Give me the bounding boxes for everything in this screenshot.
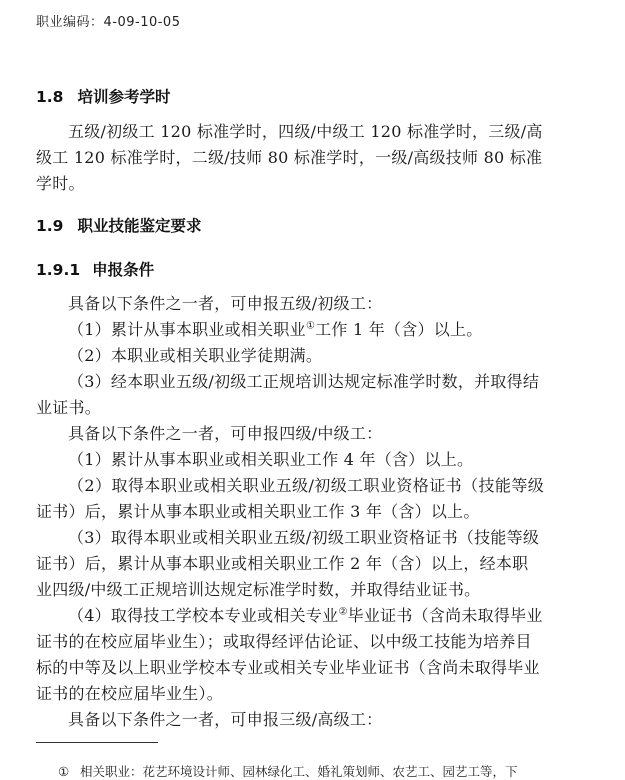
footnote	[58, 762, 618, 780]
training-hours-paragraph: 五级/初级工 120 标准学时，四级/中级工 120 标准学时，三级/高级工 120 标准学时，二级/技师 80 标准学时，一级/高级技师 80 标准学时。	[36, 122, 543, 193]
level4-condition-3: （3）取得本职业或相关职业五级/初级工职业资格证书（技能等级证书）后，累计从事本职业或相关职业工作 2 年（含）以上，经本职业四级/中级工正规培训达规定标准学时数，并取得结业证书。	[36, 528, 540, 599]
level5-intro: 具备以下条件之一者，可申报五级/初级工：	[68, 294, 383, 313]
level5-condition-1	[36, 317, 544, 343]
requirements-body	[36, 291, 544, 733]
section-number: 1.9.1	[36, 261, 81, 279]
section-number: 1.9	[36, 217, 64, 235]
footnote-ref: ②	[338, 606, 348, 618]
section-1-8-heading	[36, 85, 170, 107]
condition-text: （1）累计从事本职业或相关职业	[68, 320, 306, 339]
level4-intro: 具备以下条件之一者，可申报四级/中级工：	[68, 424, 383, 443]
level5-condition-3: （3）经本职业五级/初级工正规培训达规定标准学时数，并取得结业证书。	[36, 372, 540, 417]
section-title: 申报条件	[92, 261, 155, 279]
footnote-mark: ①	[58, 764, 70, 779]
section-number: 1.8	[36, 88, 64, 106]
level5-condition-2: （2）本职业或相关职业学徒期满。	[68, 346, 323, 365]
section-title: 职业技能鉴定要求	[77, 217, 202, 235]
condition-text: 毕业证书（含尚未取得毕业证书的在校应届毕业生）；或取得经评估论证、以中级工技能为培养目标的中等及以上职业学校本专业或相关专业毕业证书（含尚未取得毕业证书的在校应届毕业生）。	[36, 606, 543, 703]
footnote-ref: ①	[305, 320, 316, 332]
footnote-divider	[36, 742, 158, 743]
level4-condition-4	[36, 603, 544, 707]
section-1-9-heading	[36, 214, 201, 236]
condition-text: 工作 1 年（含）以上。	[315, 320, 483, 339]
training-hours-block	[36, 119, 544, 197]
level3-intro: 具备以下条件之一者，可申报三级/高级工：	[68, 710, 383, 729]
level4-condition-1: （1）累计从事本职业或相关职业工作 4 年（含）以上。	[68, 450, 474, 469]
footnote-text: 相关职业：花艺环境设计师、园林绿化工、婚礼策划师、农艺工、园艺工等，下	[80, 764, 518, 779]
occupation-code: 职业编码：4-09-10-05	[36, 15, 181, 30]
condition-text: （4）取得技工学校本专业或相关专业	[68, 606, 339, 625]
level4-condition-2: （2）取得本职业或相关职业五级/初级工职业资格证书（技能等级证书）后，累计从事本职业或相关职业工作 3 年（含）以上。	[36, 476, 544, 521]
section-title: 培训参考学时	[77, 88, 171, 106]
section-1-9-1-heading	[36, 258, 154, 280]
